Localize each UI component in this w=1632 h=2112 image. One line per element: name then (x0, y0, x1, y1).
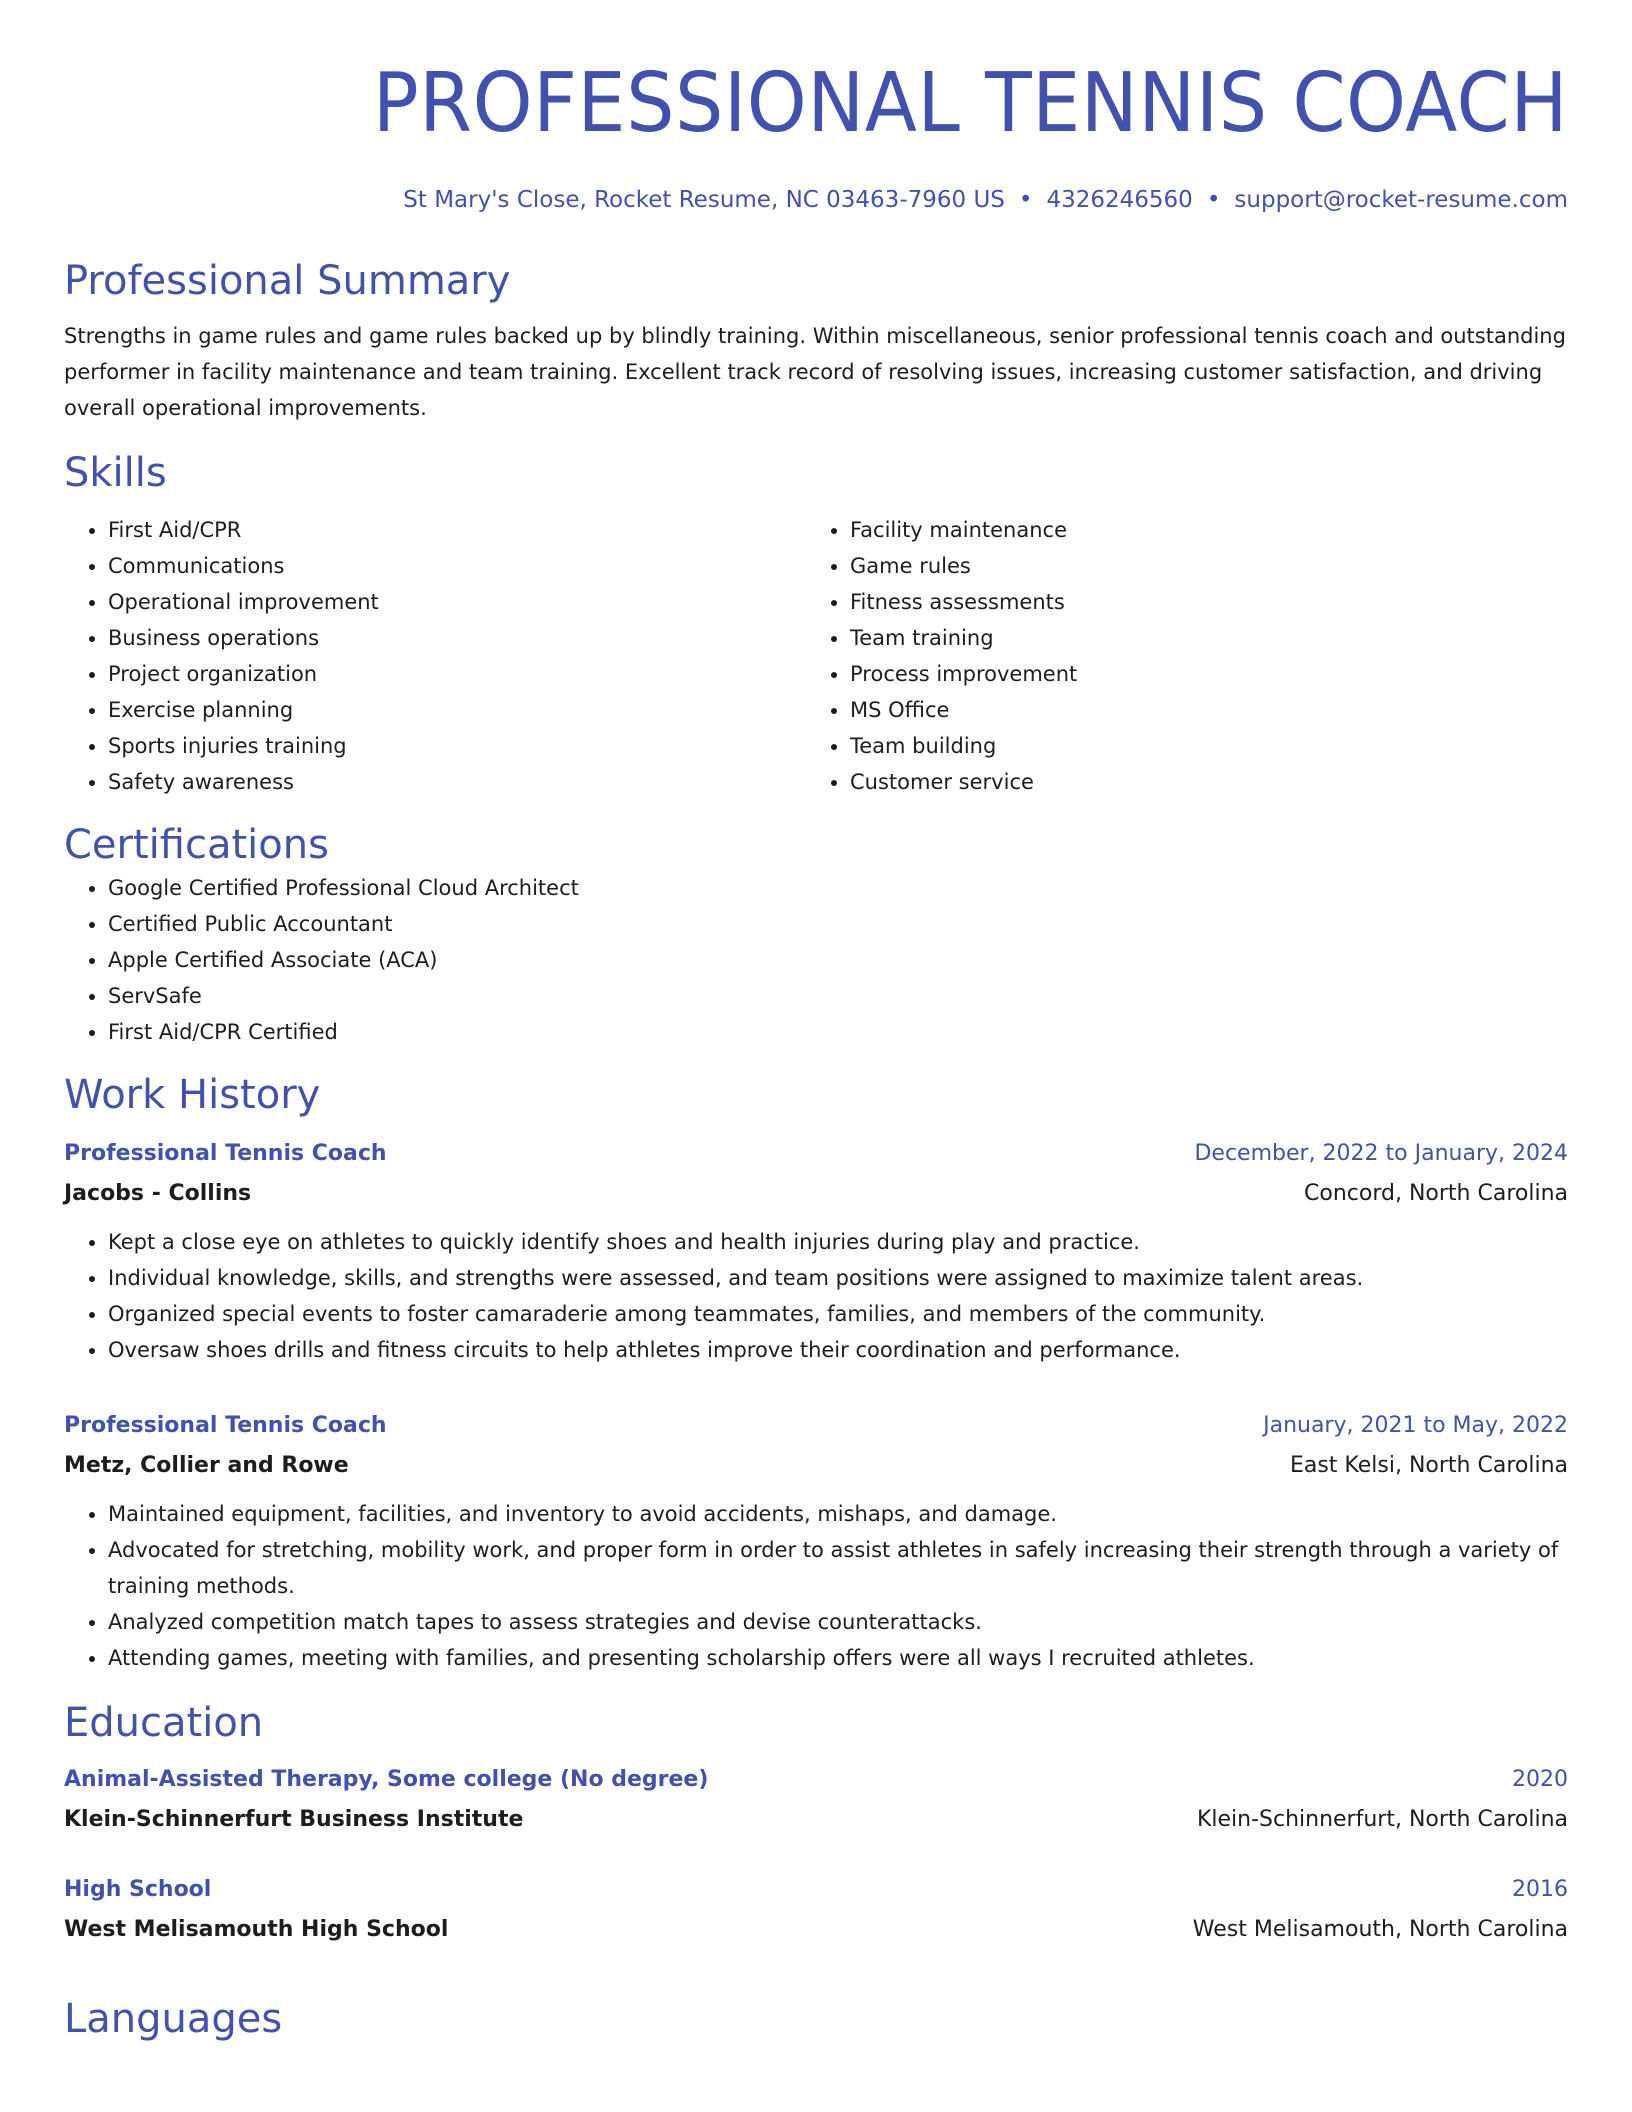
job-duty: • Organized special events to foster camaraderie among teammates, families, and members of the community. (108, 1296, 1568, 1332)
education-header-row (64, 1870, 1568, 1910)
skills-right-column (806, 512, 1548, 800)
job-duty: • Analyzed competition match tapes to assess strategies and devise counterattacks. (108, 1604, 1568, 1640)
skill-item: • Customer service (850, 764, 1548, 800)
education-year: 2020 (1512, 1767, 1568, 1792)
job-company-row (64, 1446, 1568, 1486)
resume-name-heading: PROFESSIONAL TENNIS COACH (372, 56, 1568, 151)
certification-item: • Google Certified Professional Cloud Architect (108, 870, 1568, 906)
job-dates: December, 2022 to January, 2024 (1194, 1141, 1568, 1166)
skill-item: • Sports injuries training (108, 728, 806, 764)
skill-item: • Process improvement (850, 656, 1548, 692)
bullet-separator: • (1018, 187, 1033, 213)
skill-item: • Exercise planning (108, 692, 806, 728)
job-duties-list (64, 1224, 1568, 1368)
job-duty: • Advocated for stretching, mobility work, and proper form in order to assist athletes in safely increasing their strength through a variety of training methods. (108, 1532, 1568, 1604)
skill-item: • Team training (850, 620, 1548, 656)
skills-left-column (64, 512, 806, 800)
education-entry (64, 1760, 1568, 1840)
job-duty: • Oversaw shoes drills and fitness circuits to help athletes improve their coordination and performance. (108, 1332, 1568, 1368)
summary-text: Strengths in game rules and game rules backed up by blindly training. Within miscellaneous, senior professional tennis coach and outstanding performer in facility maintenance and team training. Excellent track record of resolving issues, increasing customer satisfaction, and driving overall operational improvements. (64, 324, 1566, 420)
skill-item: • Safety awareness (108, 764, 806, 800)
job-company: Metz, Collier and Rowe (64, 1453, 349, 1478)
education-year: 2016 (1512, 1877, 1568, 1902)
skill-item: • Team building (850, 728, 1548, 764)
skills-heading: Skills (64, 450, 167, 496)
bullet-separator: • (1206, 187, 1221, 213)
job-location: Concord, North Carolina (1304, 1181, 1568, 1206)
certification-item: • ServSafe (108, 978, 1568, 1014)
languages-heading: Languages (64, 1996, 283, 2042)
job-duty: • Attending games, meeting with families, and presenting scholarship offers were all ways I recruited athletes. (108, 1640, 1568, 1676)
education-degree: Animal-Assisted Therapy, Some college (No degree) (64, 1767, 709, 1792)
education-entry (64, 1870, 1568, 1950)
certifications-list (64, 870, 1568, 1050)
job-duty: • Kept a close eye on athletes to quickly identify shoes and health injuries during play and practice. (108, 1224, 1568, 1260)
job-dates: January, 2021 to May, 2022 (1263, 1413, 1568, 1438)
education-school: Klein-Schinnerfurt Business Institute (64, 1807, 524, 1832)
skills-columns (64, 512, 1568, 800)
education-heading: Education (64, 1700, 264, 1746)
education-school-row (64, 1910, 1568, 1950)
job-company-row (64, 1174, 1568, 1214)
skill-item: • First Aid/CPR (108, 512, 806, 548)
education-school-row (64, 1800, 1568, 1840)
resume-page (64, 0, 1568, 2044)
certification-item: • Certified Public Accountant (108, 906, 1568, 942)
skill-item: • Project organization (108, 656, 806, 692)
job-duty: • Maintained equipment, facilities, and inventory to avoid accidents, mishaps, and damage. (108, 1496, 1568, 1532)
skill-item: • Operational improvement (108, 584, 806, 620)
job-position: Professional Tennis Coach (64, 1141, 387, 1166)
job-duty: • Individual knowledge, skills, and strengths were assessed, and team positions were assigned to maximize talent areas. (108, 1260, 1568, 1296)
job-duties-list (64, 1496, 1568, 1676)
job-entry (64, 1134, 1568, 1368)
certification-item: • First Aid/CPR Certified (108, 1014, 1568, 1050)
skill-item: • Game rules (850, 548, 1548, 584)
job-position: Professional Tennis Coach (64, 1413, 387, 1438)
contact-address: St Mary's Close, Rocket Resume, NC 03463-7960 US (403, 187, 1005, 213)
work-history-heading: Work History (64, 1072, 321, 1118)
education-school: West Melisamouth High School (64, 1917, 449, 1942)
education-header-row (64, 1760, 1568, 1800)
education-location: West Melisamouth, North Carolina (1192, 1917, 1568, 1942)
job-header-row (64, 1134, 1568, 1174)
job-location: East Kelsi, North Carolina (1289, 1453, 1568, 1478)
skill-item: • Fitness assessments (850, 584, 1548, 620)
skill-item: • MS Office (850, 692, 1548, 728)
certification-item: • Apple Certified Associate (ACA) (108, 942, 1568, 978)
contact-email: support@rocket-resume.com (1234, 187, 1568, 213)
summary-heading: Professional Summary (64, 258, 511, 304)
skill-item: • Communications (108, 548, 806, 584)
certifications-heading: Certifications (64, 822, 329, 868)
job-header-row (64, 1406, 1568, 1446)
skill-item: • Business operations (108, 620, 806, 656)
education-degree: High School (64, 1877, 212, 1902)
contact-phone: 4326246560 (1046, 187, 1193, 213)
education-location: Klein-Schinnerfurt, North Carolina (1196, 1807, 1568, 1832)
skill-item: • Facility maintenance (850, 512, 1548, 548)
contact-line (64, 184, 1568, 216)
job-company: Jacobs - Collins (64, 1181, 252, 1206)
job-entry (64, 1406, 1568, 1676)
